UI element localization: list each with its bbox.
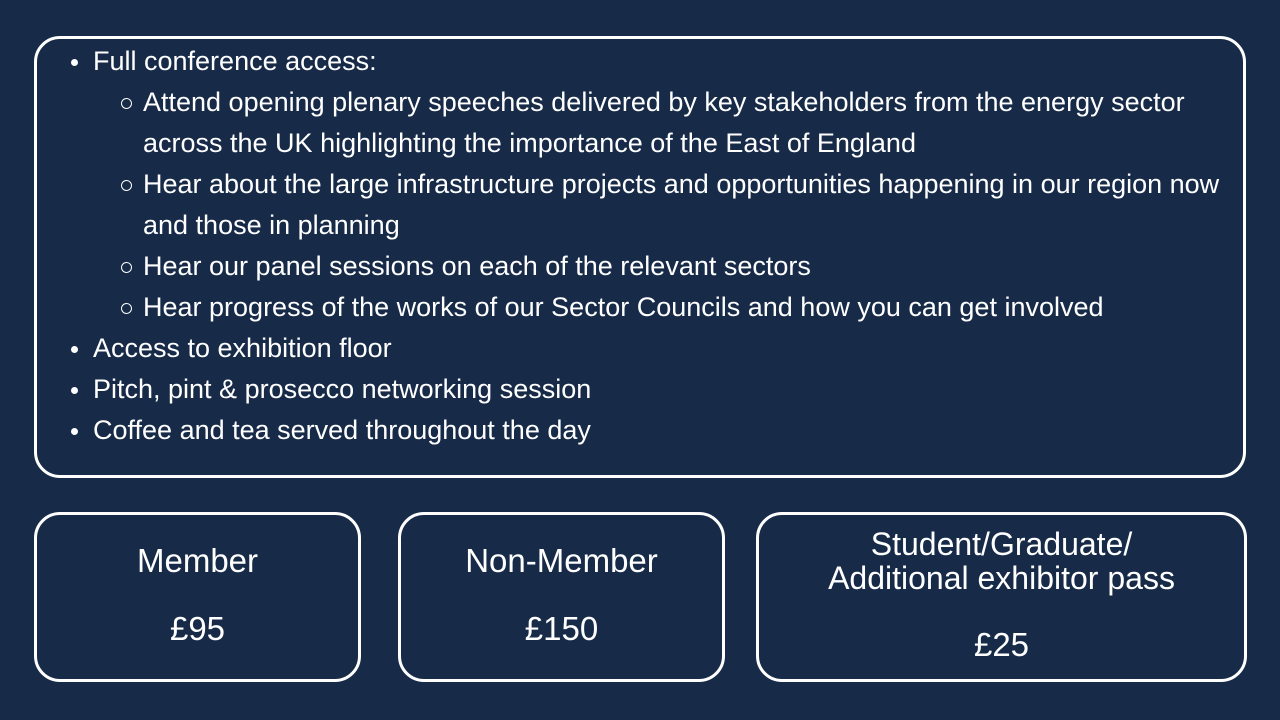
price-card-member xyxy=(34,512,361,682)
sub-item-plenary: Attend opening plenary speeches delivered by key stakeholders from the energy sector across the UK highlighting the importance of the East of England xyxy=(119,82,1223,164)
feature-item-exhibition: Access to exhibition floor xyxy=(69,328,1223,369)
card-title: Non-Member xyxy=(465,542,658,579)
card-price: £95 xyxy=(169,610,226,647)
price-card-non-member xyxy=(398,512,725,682)
feature-item-refreshments: Coffee and tea served throughout the day xyxy=(69,410,1223,451)
feature-label: Full conference access: xyxy=(93,46,377,76)
card-price: £150 xyxy=(524,610,599,647)
card-title xyxy=(759,527,1244,595)
card-title-line-1: Student/Graduate/ xyxy=(870,526,1133,562)
card-price: £25 xyxy=(973,626,1030,663)
sub-item-panel-sessions: Hear our panel sessions on each of the relevant sectors xyxy=(119,246,1223,287)
card-title-line-2: Additional exhibitor pass xyxy=(828,560,1175,596)
sub-item-infrastructure: Hear about the large infrastructure projects and opportunities happening in our region now and those in planning xyxy=(119,164,1223,246)
conference-access-sublist xyxy=(119,82,1223,328)
sub-item-sector-councils: Hear progress of the works of our Sector Councils and how you can get involved xyxy=(119,287,1223,328)
price-card-student xyxy=(756,512,1247,682)
features-list xyxy=(69,41,1223,451)
features-panel xyxy=(34,36,1246,478)
feature-item-networking: Pitch, pint & prosecco networking session xyxy=(69,369,1223,410)
card-title: Member xyxy=(136,542,259,579)
feature-item-conference-access xyxy=(69,41,1223,328)
